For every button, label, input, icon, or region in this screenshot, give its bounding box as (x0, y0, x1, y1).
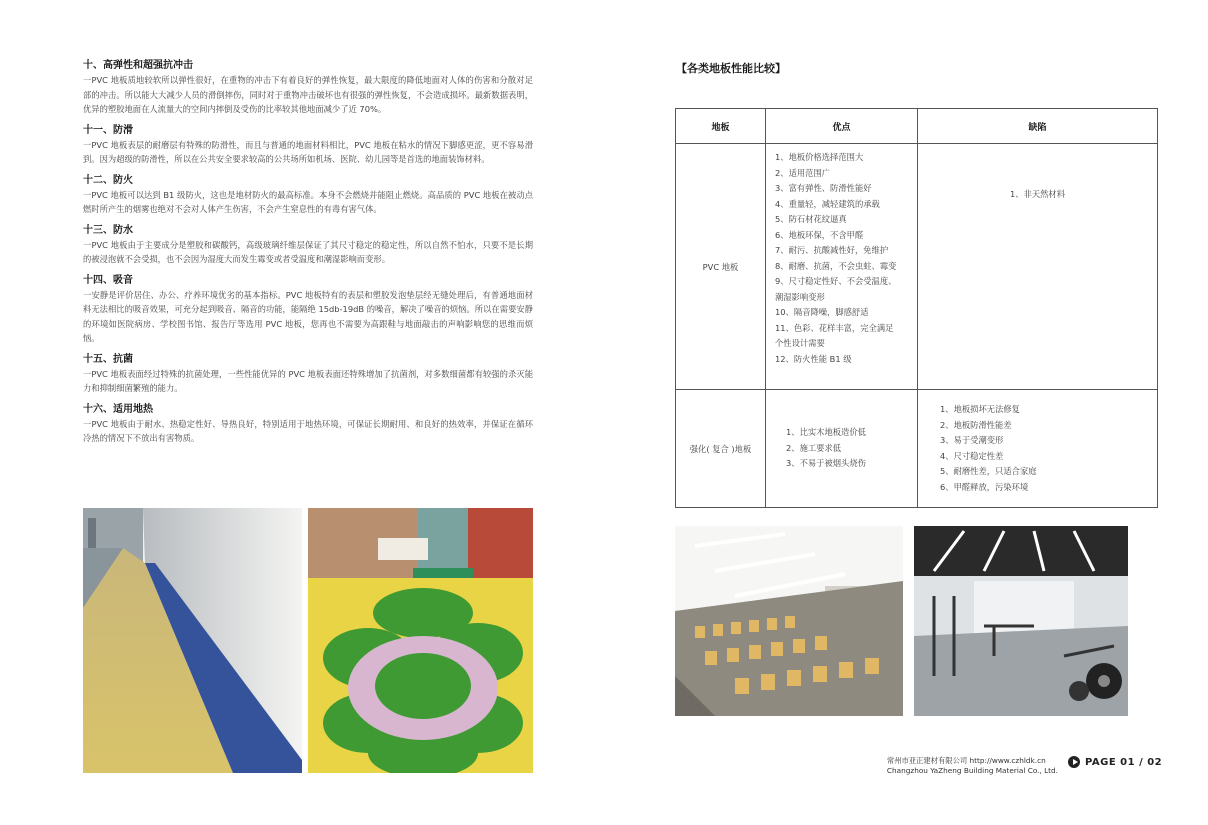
advantages-cell (766, 390, 918, 508)
defects-cell (918, 390, 1158, 508)
feature-list (83, 58, 533, 452)
section-anti-slip (83, 123, 533, 167)
table-header-row (676, 109, 1158, 144)
section-title: 十四、吸音 (83, 274, 133, 286)
defect-item: 6、甲醛释放，污染环境 (940, 481, 1029, 492)
kindergarten-floor-photo (308, 508, 533, 773)
advantage-item: 10、隔音降噪，脚感舒适 (775, 307, 869, 317)
advantage-item: 2、适用范围广 (775, 167, 831, 178)
defect-item: 4、尺寸稳定性差 (940, 450, 1004, 461)
footer-company (887, 756, 1058, 776)
advantage-item: 9、尺寸稳定性好、不会受温度、 (775, 276, 897, 286)
section-title: 十三、防水 (83, 224, 133, 236)
comparison-title: 【各类地板性能比较】 (676, 62, 786, 75)
advantage-item: 1、地板价格选择范围大 (775, 152, 864, 162)
row-name: PVC 地板 (676, 144, 766, 390)
defect-item: 1、非天然材料 (1009, 189, 1066, 199)
header-defects: 缺陷 (918, 109, 1158, 144)
advantage-item: 11、色彩、花样丰富，完全满足 (775, 322, 894, 333)
gym-photo (914, 526, 1128, 716)
advantage-item: 4、重量轻，减轻建筑的承载 (775, 198, 880, 209)
section-fireproof (83, 173, 533, 217)
defect-item: 2、地板防滑性能差 (940, 419, 1012, 430)
section-title: 十一、防滑 (83, 124, 133, 136)
defect-item: 5、耐磨性差，只适合家庭 (940, 466, 1037, 476)
corridor-floor-photo (83, 508, 302, 773)
section-body: 一安静是评价居住、办公、疗养环境优劣的基本指标。PVC 地板特有的表层和塑胶发泡垫层经无缝处理后，有普通地面材料无法相比的吸音效果，可充分起到吸音、隔音的功能，能隔绝 15db-19dB 的噪音，解决了噪音的烦恼。所以在需要安静的环境如医院病房、学校图书馆、报告厅等选用 PVC 地板，您再也不需要为高跟鞋与地面敲击的声响影响您的思维而烦恼。 (83, 289, 533, 343)
section-title: 十五、抗菌 (83, 353, 133, 365)
section-body: 一PVC 地板表面经过特殊的抗菌处理，一些性能优异的 PVC 地板表面还特殊增加了抗菌剂，对多数细菌都有较强的杀灭能力和抑制细菌繁殖的能力。 (83, 368, 533, 393)
section-title: 十二、防火 (83, 174, 133, 186)
company-en: Changzhou YaZheng Building Material Co., Ltd. (886, 766, 1058, 775)
advantage-item: 8、耐磨、抗菌，不会虫蛀、霉变 (775, 260, 897, 271)
section-body: 一PVC 地板可以达到 B1 级防火，这也是地材防火的最高标准。本身不会燃烧并能阻止燃烧。高品质的 PVC 地板在被动点燃时所产生的烟雾也绝对不会对人体产生伤害，不会产生窒息性的有毒有害气体。 (83, 189, 533, 214)
section-waterproof (83, 223, 533, 267)
lecture-hall-image (675, 526, 903, 716)
advantage-item: 2、施工要求低 (786, 442, 842, 453)
advantage-item: 12、防火性能 B1 级 (775, 353, 852, 364)
section-title: 十六、适用地热 (83, 403, 153, 415)
section-body: 一PVC 地板由于主要成分是塑胶和碳酸钙，高级玻璃纤维层保证了其尺寸稳定的稳定性，所以自然不怕水，只要不是长期的被浸泡就不会受损，也不会因为湿度大而发生霉变或者受温度和潮湿影响而变形。 (83, 239, 533, 264)
section-body: 一PVC 地板质地较软所以弹性很好，在重物的冲击下有着良好的弹性恢复，最大限度的降低地面对人体的伤害和分散对足部的冲击。所以能大大减少人员的滑倒摔伤，同时对于重物冲击破坏也有很强的弹性恢复，不会造成损坏。最新数据表明，优异的塑胶地面在人流量大的空间内摔倒及受伤的比率较其他地面减少了近 70%。 (83, 75, 533, 114)
defect-item: 1、地板损坏无法修复 (940, 404, 1020, 414)
section-antibacterial (83, 352, 533, 396)
floor-comparison-table (675, 108, 1158, 508)
page-number: PAGE 01 / 02 (1085, 756, 1163, 768)
corridor-image (83, 508, 302, 773)
company-cn: 常州市亚正建材有限公司 http://www.czhldk.cn (886, 756, 1046, 765)
gym-image (914, 526, 1128, 716)
row-name: 强化( 复合 )地板 (676, 390, 766, 508)
kindergarten-image (308, 508, 533, 773)
table-row (676, 144, 1158, 390)
table-row (676, 390, 1158, 508)
section-body: 一PVC 地板表层的耐磨层有特殊的防滑性，而且与普通的地面材料相比，PVC 地板在粘水的情况下脚感更涩，更不容易滑到。因为超级的防滑性，所以在公共安全要求较高的公共场所如机场、医院、幼儿园等是首选的地面装饰材料。 (83, 139, 533, 164)
section-body: 一PVC 地板由于耐水、热稳定性好、导热良好，特别适用于地热环境，可保证长期耐用、和良好的热效率，并保证在循环冷热的情况下不放出有害物质。 (83, 418, 533, 443)
advantages-cell (766, 144, 918, 390)
advantage-item: 潮湿影响变形 (775, 291, 825, 302)
header-advantages: 优点 (766, 109, 918, 144)
section-sound-absorption (83, 273, 533, 346)
defects-cell (918, 144, 1158, 390)
advantage-item: 3、不易于被烟头烧伤 (786, 458, 866, 469)
defect-item: 3、易于受潮变形 (940, 435, 1004, 445)
right-page (604, 0, 1208, 825)
lecture-hall-photo (675, 526, 903, 716)
advantage-item: 个性设计需要 (775, 338, 825, 348)
advantage-item: 3、富有弹性、防滑性能好 (775, 183, 872, 193)
advantage-item: 1、比实木地板造价低 (786, 427, 866, 438)
advantage-item: 5、防石材花纹逼真 (775, 214, 847, 224)
page-indicator (1068, 756, 1162, 768)
play-arrow-icon (1068, 756, 1080, 768)
section-title: 十、高弹性和超强抗冲击 (83, 60, 193, 71)
header-floor: 地板 (676, 109, 766, 144)
section-elasticity (83, 58, 533, 117)
advantage-item: 7、耐污、抗酸减性好，免维护 (775, 245, 889, 255)
section-floor-heating (83, 402, 533, 446)
advantage-item: 6、地板环保，不含甲醛 (775, 229, 864, 240)
